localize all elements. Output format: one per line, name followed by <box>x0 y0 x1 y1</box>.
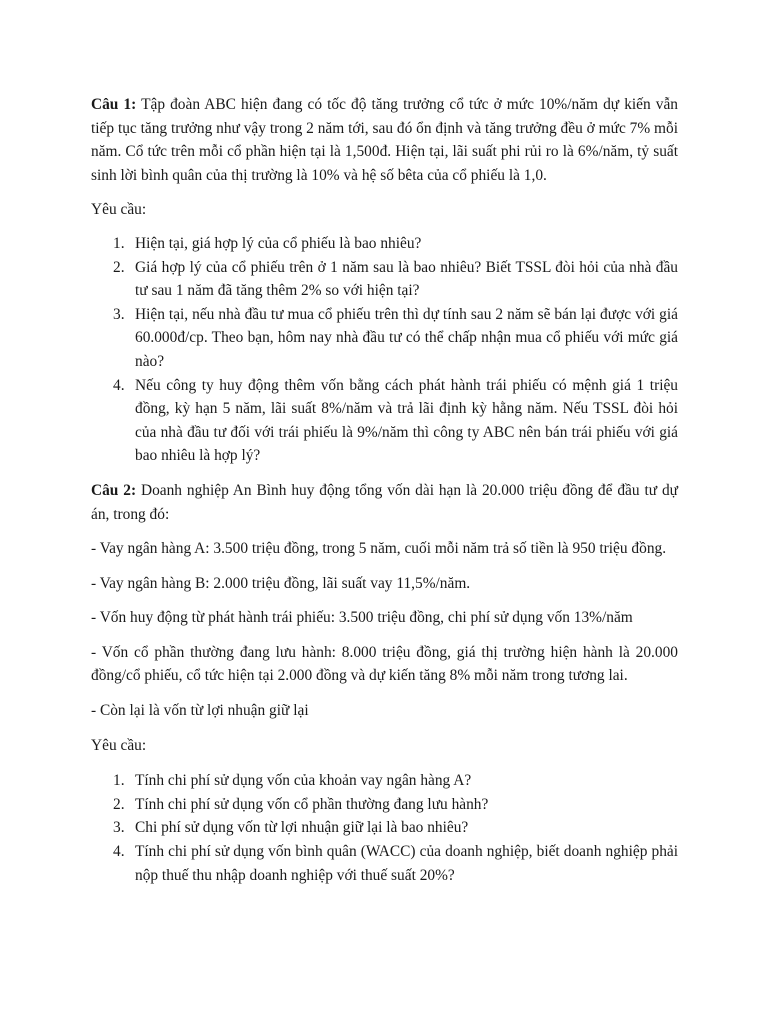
funding-source-item: - Vay ngân hàng A: 3.500 triệu đồng, trong 5 năm, cuối mỗi năm trả số tiền là 950 triệu đồng. <box>91 540 667 558</box>
list-item-text: Chi phí sử dụng vốn từ lợi nhuận giữ lại là bao nhiêu? <box>135 819 469 837</box>
list-item <box>91 374 678 468</box>
funding-source-item: - Còn lại là vốn từ lợi nhuận giữ lại <box>91 702 309 720</box>
list-item-text: Giá hợp lý của cổ phiếu trên ở 1 năm sau là bao nhiêu? Biết TSSL đòi hỏi của nhà đầu tư sau 1 năm đã tăng thêm 2% so với hiện tại? <box>135 258 678 300</box>
document-body <box>91 93 678 887</box>
list-item-text: Tính chi phí sử dụng vốn của khoản vay ngân hàng A? <box>135 772 472 790</box>
list-item-number: 2. <box>113 795 125 813</box>
list-item-number: 2. <box>113 258 125 276</box>
question-1-requirements-label: Yêu cầu: <box>91 201 147 219</box>
list-item-number: 3. <box>113 819 125 837</box>
question-2-text: Doanh nghiệp An Bình huy động tổng vốn dài hạn là 20.000 triệu đồng để đầu tư dự án, trong đó: <box>91 481 678 523</box>
list-item <box>91 840 678 887</box>
list-item-number: 3. <box>113 305 125 323</box>
funding-source-item: - Vốn huy động từ phát hành trái phiếu: 3.500 triệu đồng, chi phí sử dụng vốn 13%/năm <box>91 609 633 627</box>
funding-source-item: - Vay ngân hàng B: 2.000 triệu đồng, lãi suất vay 11,5%/năm. <box>91 574 471 592</box>
list-item <box>91 793 678 817</box>
question-1-text: Tập đoàn ABC hiện đang có tốc độ tăng trưởng cổ tức ở mức 10%/năm dự kiến vẫn tiếp tục tăng trưởng như vậy trong 2 năm tới, sau đó ổn định và tăng trưởng đều ở mức 7% mỗi năm. Cổ tức trên mỗi cổ phần hiện tại là 1,500đ. Hiện tại, lãi suất phi rủi ro là 6%/năm, tỷ suất sinh lời bình quân của thị trường là 10% và hệ số bêta của cổ phiếu là 1,0. <box>91 96 678 184</box>
list-item-text: Hiện tại, giá hợp lý của cổ phiếu là bao nhiêu? <box>135 234 422 252</box>
list-item-text: Nếu công ty huy động thêm vốn bằng cách phát hành trái phiếu có mệnh giá 1 triệu đồng, kỳ hạn 5 năm, lãi suất 8%/năm và trả lãi định kỳ hằng năm. Nếu TSSL đòi hỏi của nhà đầu tư đối với trái phiếu là 9%/năm thì công ty ABC nên bán trái phiếu với giá bao nhiêu là hợp lý? <box>135 376 678 465</box>
question-2-paragraph <box>91 479 678 526</box>
list-item <box>91 816 678 840</box>
question-1-label: Câu 1: <box>91 96 137 113</box>
question-2-requirements-label: Yêu cầu: <box>91 736 147 754</box>
list-item <box>91 769 678 793</box>
list-item-number: 1. <box>113 772 125 790</box>
list-item <box>91 232 678 256</box>
list-item <box>91 303 678 374</box>
list-item-number: 1. <box>113 234 125 252</box>
funding-source-item: - Vốn cổ phần thường đang lưu hành: 8.000 triệu đồng, giá thị trường hiện hành là 20.000 đồng/cổ phiếu, cổ tức hiện tại 2.000 đồng và dự kiến tăng 8% mỗi năm trong tương lai. <box>91 643 678 685</box>
list-item-text: Tính chi phí sử dụng vốn cổ phần thường đang lưu hành? <box>135 795 489 813</box>
list-item-text: Tính chi phí sử dụng vốn bình quân (WACC) của doanh nghiệp, biết doanh nghiệp phải nộp thuế thu nhập doanh nghiệp với thuế suất 20%? <box>135 843 678 884</box>
question-1-requirements-list <box>91 232 678 468</box>
list-item-number: 4. <box>113 843 125 861</box>
list-item <box>91 256 678 303</box>
question-2-requirements-list <box>91 769 678 887</box>
question-1-paragraph <box>91 93 678 187</box>
list-item-number: 4. <box>113 376 125 394</box>
question-2-label: Câu 2: <box>91 481 137 499</box>
list-item-text: Hiện tại, nếu nhà đầu tư mua cổ phiếu trên thì dự tính sau 2 năm sẽ bán lại được với giá 60.000đ/cp. Theo bạn, hôm nay nhà đầu tư có thể chấp nhận mua cổ phiếu với mức giá nào? <box>135 305 678 370</box>
